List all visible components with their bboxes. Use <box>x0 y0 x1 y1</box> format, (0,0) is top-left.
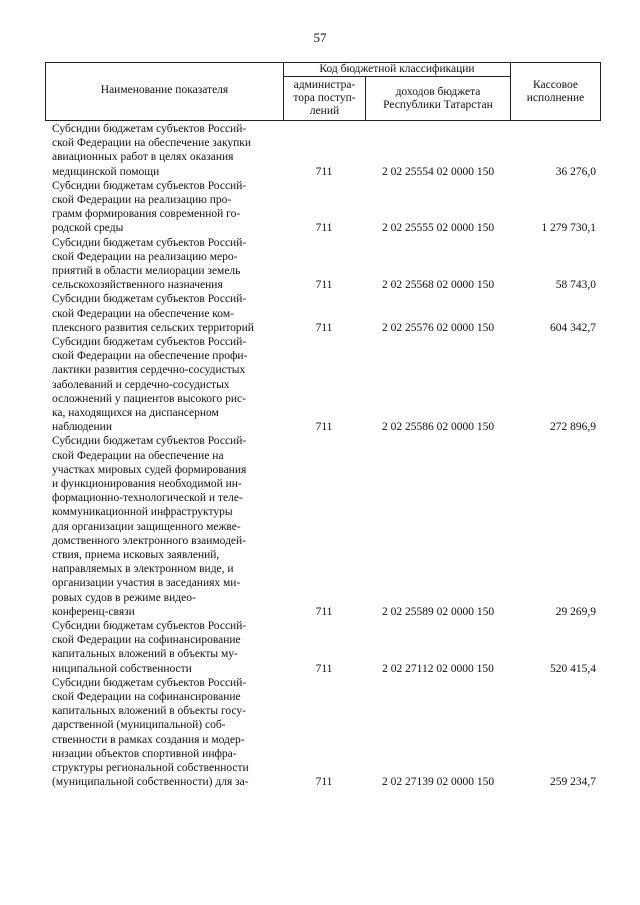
row-budget-code: 2 02 25555 02 0000 150 <box>381 222 495 235</box>
row-admin-code: 711 <box>315 776 333 789</box>
row-description-line: ской Федерации на обеспечение закупки <box>52 137 252 150</box>
row-amount: 29 269,9 <box>555 605 596 618</box>
row-description-line: ской Федерации на софинансирование <box>52 634 241 647</box>
row-admin-code: 711 <box>315 421 333 434</box>
row-description-line: дарственной (муниципальной) соб- <box>52 719 226 732</box>
row-budget-code: 2 02 25586 02 0000 150 <box>381 421 495 434</box>
row-description-line: грамм формирования современной го- <box>52 208 241 221</box>
header-admin-line: лений <box>309 105 340 117</box>
row-description-line: Субсидии бюджетам субъектов Россий- <box>52 676 247 689</box>
row-description-line: и функционирования необходимой ин- <box>52 478 242 490</box>
row-description-line: участках мировых судей формирования <box>52 463 247 476</box>
row-amount: 272 896,9 <box>550 421 596 434</box>
row-admin-code: 711 <box>315 165 333 178</box>
row-amount: 604 342,7 <box>550 321 596 334</box>
row-budget-code: 2 02 25589 02 0000 150 <box>381 605 495 618</box>
row-description-line: плексного развития сельских территорий <box>52 321 254 334</box>
row-description-line: структуры региональной собственности <box>52 762 249 775</box>
row-description <box>52 619 276 676</box>
row-description-line: Субсидии бюджетам субъектов Россий- <box>52 336 247 348</box>
row-description-line: формационно-технологической и теле- <box>52 492 243 505</box>
row-description-line: приятий в области мелиорации земель <box>52 265 241 277</box>
row-amount: 58 743,0 <box>555 279 596 292</box>
header-execution-column <box>511 79 600 105</box>
row-description-line: медицинской помощи <box>52 165 160 178</box>
row-admin-code: 711 <box>315 279 333 292</box>
row-description <box>52 236 276 293</box>
row-description-line: наблюдении <box>52 421 112 434</box>
row-description-line: авиационных работ в целях оказания <box>52 151 234 164</box>
row-amount: 1 279 730,1 <box>541 222 596 235</box>
header-name-column: Наименование показателя <box>100 84 229 96</box>
row-admin-code: 711 <box>315 321 333 334</box>
header-right-border <box>600 62 601 120</box>
row-description-line: ской Федерации на софинансирование <box>52 691 241 703</box>
row-description-line: капитальных вложений в объекты му- <box>52 648 238 661</box>
row-description-line: Субсидии бюджетам субъектов Россий- <box>52 236 247 249</box>
row-amount: 520 415,4 <box>550 662 596 675</box>
row-budget-code: 2 02 27139 02 0000 150 <box>381 776 495 789</box>
row-description-line: Субсидии бюджетам субъектов Россий- <box>52 123 247 135</box>
header-code-group: Код бюджетной классификации <box>319 63 475 75</box>
row-description-line: лактики развития сердечно-сосудистых <box>52 364 246 377</box>
row-description-line: осложнений у пациентов высокого рис- <box>52 392 246 405</box>
row-budget-code: 2 02 25568 02 0000 150 <box>381 279 495 292</box>
row-description-line: капитальных вложений в объекты госу- <box>52 705 246 718</box>
row-description-line: ской Федерации на реализацию меро- <box>52 250 238 263</box>
row-description-line: ской Федерации на реализацию про- <box>52 194 232 206</box>
header-admin-line: тора поступ- <box>293 92 356 104</box>
row-description <box>52 179 276 236</box>
row-admin-code: 711 <box>315 662 333 675</box>
header-execution-line: исполнение <box>526 92 585 104</box>
row-budget-code: 2 02 25554 02 0000 150 <box>381 165 495 178</box>
page-number: 57 <box>313 30 327 45</box>
row-description-line: коммуникационной инфраструктуры <box>52 506 233 519</box>
row-admin-code: 711 <box>315 605 333 618</box>
row-description-line: сельскохозяйственного назначения <box>52 279 223 292</box>
row-description-line: заболеваний и сердечно-сосудистых <box>52 378 230 391</box>
row-description-line: ствия, приема исковых заявлений, <box>52 549 220 562</box>
row-description-line: ка, находящихся на диспансерном <box>52 407 219 420</box>
header-bottom-rule <box>45 120 601 121</box>
header-income-line: доходов бюджета <box>395 86 481 98</box>
row-description-line: родской среды <box>52 222 124 235</box>
header-income-line: Республики Татарстан <box>383 99 493 111</box>
header-admin-column <box>284 79 365 118</box>
header-execution-line: Кассовое <box>533 79 578 91</box>
header-income-column <box>366 86 510 112</box>
row-description-line: ниципальной собственности <box>52 662 192 675</box>
row-description-line: ственности в рамках создания и модер- <box>52 733 245 746</box>
row-description-line: домственного электронного взаимодей- <box>52 534 247 547</box>
row-description-line: конференц-связи <box>52 605 135 618</box>
row-description-line: Субсидии бюджетам субъектов Россий- <box>52 620 247 632</box>
row-description-line: ской Федерации на обеспечение ком- <box>52 307 234 320</box>
row-description-line: Субсидии бюджетам субъектов Россий- <box>52 435 247 448</box>
row-description-line: ской Федерации на обеспечение профи- <box>52 350 248 363</box>
row-description-line: (муниципальной собственности) для за- <box>52 776 249 789</box>
row-description-line: направляемых в электронном виде, и <box>52 563 234 576</box>
row-description <box>52 335 276 434</box>
row-budget-code: 2 02 27112 02 0000 150 <box>382 662 494 675</box>
row-description-line: для организации защищенного межве- <box>52 520 241 533</box>
row-description-line: Субсидии бюджетам субъектов Россий- <box>52 293 247 306</box>
row-budget-code: 2 02 25576 02 0000 150 <box>381 321 495 334</box>
row-description-line: организации участия в заседаниях ми- <box>52 577 241 590</box>
header-group-rule <box>283 76 510 77</box>
row-description-line: ровых судов в режиме видео- <box>52 591 196 604</box>
header-admin-line: администра- <box>293 79 356 91</box>
row-description <box>52 676 276 790</box>
row-amount: 259 234,7 <box>550 776 596 789</box>
row-description-line: ской Федерации на обеспечение на <box>52 449 224 462</box>
row-description <box>52 122 276 179</box>
row-admin-code: 711 <box>315 222 333 235</box>
row-description <box>52 434 276 619</box>
row-description <box>52 292 276 335</box>
row-amount: 36 276,0 <box>555 165 596 178</box>
row-description-line: Субсидии бюджетам субъектов Россий- <box>52 179 247 192</box>
row-description-line: низации объектов спортивной инфра- <box>52 747 237 760</box>
